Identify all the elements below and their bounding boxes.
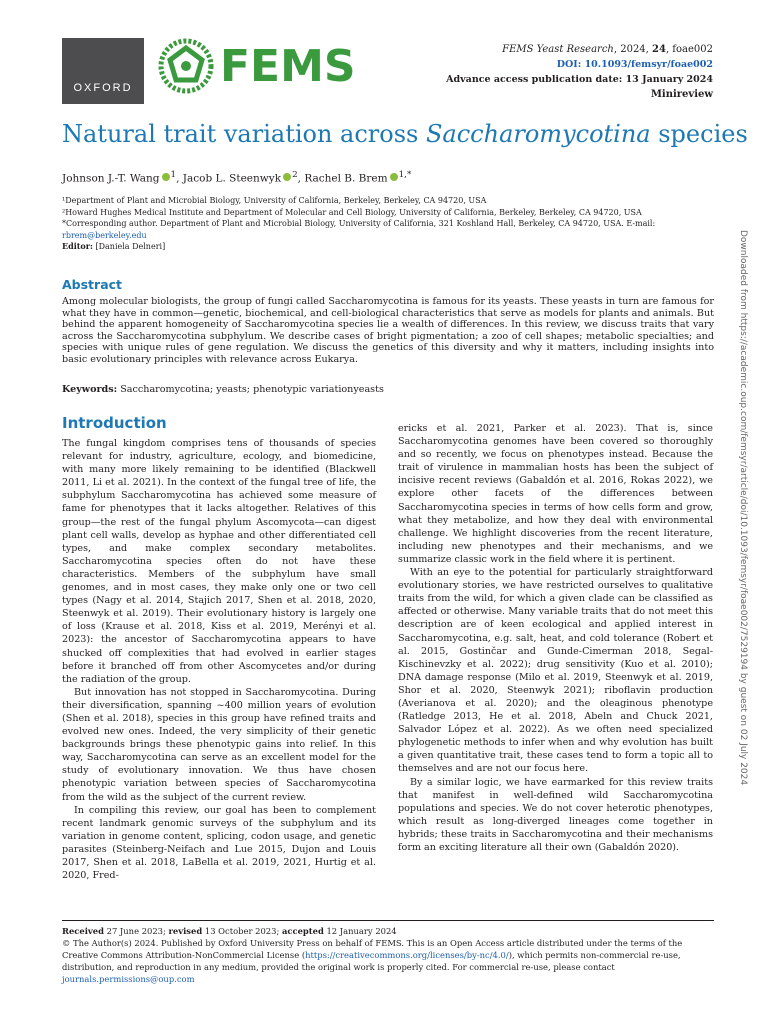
body-column-right [398, 422, 713, 854]
dates-line: Received 27 June 2023; revised 13 October 2023; accepted 12 January 2024 [62, 926, 397, 936]
body-paragraph: By a similar logic, we have earmarked for this review traits that manifest in well-defined wild Saccharomycotina populations and species. We do not cover heterotic phenotypes, which result as long-diverged lineages come together in hybrids; these traits in Saccharomycotina and their mechanisms form an exciting literature all their own (Gabaldón 2020). [398, 776, 713, 853]
orcid-icon[interactable] [283, 173, 291, 181]
oxford-logo [62, 38, 144, 104]
footer-divider [62, 920, 714, 921]
body-paragraph: The fungal kingdom comprises tens of thousands of species relevant for industry, agriculture, ecology, and biomedicine, with many more likely remaining to be identified (Blackwell 2011, Li et al. 2021). In the context of the fungal tree of life, the subphylum Saccharomycotina has achieved some measure of fame for phenotypes that it lacks altogether. Relatives of this group—the rest of the fungal phylum Ascomycota—can digest plant cell walls, develop as hyphae and other differentiated cell types, and make complex secondary metabolites. Saccharomycotina species often do not have these characteristics. Members of the subphylum have small genomes, and in most cases, they make only one or two cell types (Nagy et al. 2014, Stajich 2017, Shen et al. 2018, 2020, Steenwyk et al. 2019). Their evolutionary history is largely one of loss (Krause et al. 2018, Kiss et al. 2019, Merényi et al. 2023): the ancestor of Saccharomycotina appears to have shucked off complexities that had evolved in earlier stages before it branched off from other Ascomycetes and/or during the radiation of the group. [62, 438, 376, 685]
abstract-heading: Abstract [62, 277, 123, 292]
author-name[interactable]: Rachel B. Brem [304, 172, 388, 185]
keywords-line: Keywords: Saccharomycotina; yeasts; phenotypic variationyeasts [62, 384, 384, 395]
journal-citation: FEMS Yeast Research, 2024, 24, foae002 [502, 44, 713, 55]
advance-access-date: Advance access publication date: 13 January 2024 [446, 74, 713, 85]
affiliation: ²Howard Hughes Medical Institute and Department of Molecular and Cell Biology, University of California, Berkeley, Berkeley, CA 94720, USA [62, 207, 642, 217]
introduction-heading: Introduction [62, 414, 167, 432]
affiliations [62, 195, 702, 253]
body-paragraph: ericks et al. 2021, Parker et al. 2023). That is, since Saccharomycotina genomes have been covered so thoroughly and so recently, we focus on phenotypes instead. Because the trait of virulence in mammalian hosts has been the subject of incisive recent reviews (Gabaldón et al. 2016, Rokas 2022), we explore other facets of the differences between Saccharomycotina species in terms of how cells form and grow, what they metabolize, and how they deal with environmental challenge. We highlight discoveries from the recent literature, including new phenotypes and their mechanisms, and we summarize classic work in the field where it is pertinent. [398, 423, 713, 565]
body-column-left [62, 437, 376, 882]
author-list: Johnson J.-T. Wang $^1$, Jacob L. Steenwyk $^2$, Rachel B. Brem $^{1,*}$ [62, 170, 412, 185]
doi-link[interactable]: DOI: 10.1093/femsyr/foae002 [556, 59, 713, 70]
download-note: Downloaded from https://academic.oup.com/femsyr/article/doi/10.1093/femsyr/foae002/7529194 by guest on 02 July 2024 [738, 230, 748, 786]
corresponding-author: *Corresponding author. Department of Plant and Microbial Biology, University of California, 321 Koshland Hall, Berkeley, CA 94720, USA. E-mail: [62, 219, 656, 228]
orcid-icon[interactable] [390, 173, 398, 181]
permissions-email-link[interactable]: journals.permissions@oup.com [62, 974, 195, 984]
license-text: © The Author(s) 2024. Published by Oxford University Press on behalf of FEMS. This is an Open Access article distributed under the terms of the Creative Commons Attribution-NonCommercial License (https://creativecommons.org/licenses/by-nc/4.0/), which permits non-commercial re-use, distribution, and reproduction in any medium, provided the original work is properly cited. For commercial re-use, please contact journals.permissions@oup.com [62, 938, 683, 984]
article-title: Natural trait variation across Saccharomycotina species [62, 120, 748, 148]
author-name[interactable]: Jacob L. Steenwyk [182, 172, 282, 185]
journal-header [446, 42, 713, 102]
body-paragraph: With an eye to the potential for particularly straightforward evolutionary stories, we have restricted ourselves to qualitative traits from the wild, for which a given clade can be classified as affected or otherwise. Many variable traits that do not meet this description are of keen ecological and applied interest in Saccharomycotina, e.g. salt, heat, and cold tolerance (Robert et al. 2015, Gostinčar and Gunde-Cimerman 2018, Segal-Kischinevzky et al. 2022); drug sensitivity (Kuo et al. 2010); DNA damage response (Milo et al. 2019, Steenwyk et al. 2019, Shor et al. 2020, Steenwyk 2021); riboflavin production (Averianova et al. 2020); and the oleaginous phenotype (Ratledge 2013, He et al. 2018, Abeln and Chuck 2021, Salvador López et al. 2022). As we often need specialized phylogenetic methods to infer when and why evolution has built a given quantitative trait, these cases tend to form a topic all to themselves and are not our focus here. [398, 567, 713, 775]
article-type: Minireview [650, 89, 713, 100]
affiliation: ¹Department of Plant and Microbial Biology, University of California, Berkeley, Berkeley, CA 94720, USA [62, 196, 487, 205]
fems-wordmark: FEMS [220, 40, 356, 92]
abstract-text: Among molecular biologists, the group of fungi called Saccharomycotina is famous for its yeasts. These yeasts in turn are famous for what they have in common—genetic, biochemical, and cell-biological characteristics that serve as models for plants and animals. But behind the apparent homogeneity of Saccharomycotina species lie a wealth of differences. In this review, we discuss traits that vary across the Saccharomycotina subphylum. We describe cases of bright pigmentation; a zoo of cell shapes; metabolic specialties; and species with unique rules of gene regulation. We discuss the genetics of this diversity and why it matters, including insights into basic evolutionary principles with relevance across Eukarya. [62, 296, 714, 365]
oxford-logo-text: OXFORD [73, 82, 133, 94]
author-name[interactable]: Johnson J.-T. Wang [62, 172, 160, 185]
author-email-link[interactable]: rbrem@berkeley.edu [62, 230, 147, 240]
editor-line: Editor: [Daniela Delneri] [62, 241, 166, 251]
orcid-icon[interactable] [162, 173, 170, 181]
body-paragraph: But innovation has not stopped in Saccharomycotina. During their diversification, spanning ~400 million years of evolution (Shen et al. 2018), species in this group have refined traits and evolved new ones. Indeed, the very simplicity of their genetic backgrounds brings these phenotypic gains into relief. In this way, Saccharomycotina can serve as an excellent model for the study of evolutionary innovation. We thus have chosen phenotypic variation between species of Saccharomycotina from the wild as the subject of the current review. [62, 686, 376, 803]
download-sidebar [738, 230, 752, 800]
license-link[interactable]: https://creativecommons.org/licenses/by-nc/4.0/ [305, 950, 509, 960]
fems-emblem-icon [158, 38, 214, 94]
fems-logo [158, 38, 356, 94]
footer [62, 925, 714, 985]
body-paragraph: In compiling this review, our goal has been to complement recent landmark genomic surveys of the subphylum and its variation in genome content, splicing, codon usage, and genetic parasites (Steinberg-Neifach and Lue 2015, Dujon and Louis 2017, Shen et al. 2018, LaBella et al. 2019, 2021, Hurtig et al. 2020, Fred- [62, 804, 376, 882]
